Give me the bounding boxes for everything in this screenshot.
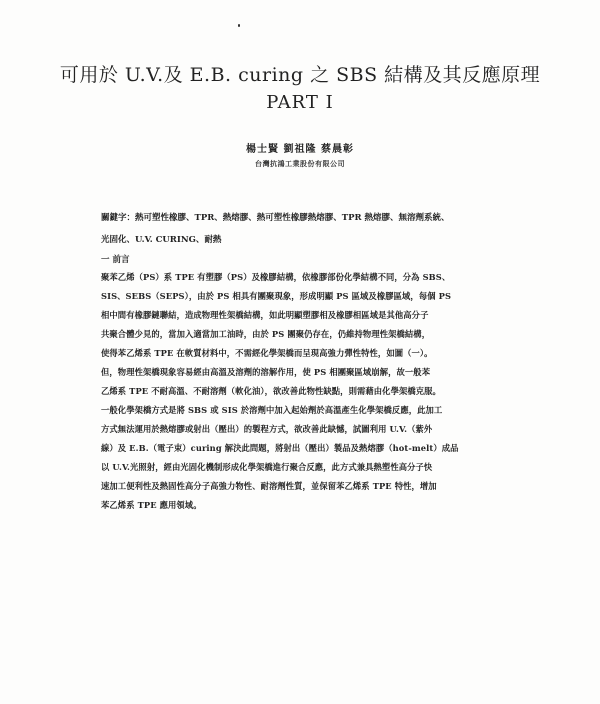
body-line: 線）及 E.B.（電子束）curing 解決此問題，將射出（壓出）製品及熱熔膠（hot-melt）成品: [101, 443, 459, 453]
paper-title: 可用於 U.V.及 E.B. curing 之 SBS 結構及其反應原理: [59, 64, 541, 86]
body-line: 相中間有橡膠鏈聯結，造成物理性架橋結構，如此明顯塑膠相及橡膠相區域是其他高分子: [101, 310, 429, 320]
keywords-line-2: 光固化、U.V. CURING、耐熱: [101, 235, 222, 245]
scan-speck: [238, 24, 240, 27]
author-affiliation: 台灣抗鴻工業股份有限公司: [255, 159, 345, 168]
paper-part: PART I: [266, 92, 334, 113]
body-line: 苯乙烯系 TPE 應用領域。: [101, 500, 202, 510]
body-line: 使得苯乙烯系 TPE 在軟質材料中，不需經化學架橋而呈現高強力彈性特性，如圖（一）。: [101, 348, 433, 358]
body-line: 速加工便利性及熱固性高分子高強力物性、耐溶劑性質，並保留苯乙烯系 TPE 特性，增加: [101, 481, 437, 491]
body-line: SIS、SEBS（SEPS），由於 PS 相具有團聚現象，形成明顯 PS 區域及橡膠區域，每個 PS: [101, 291, 452, 301]
body-line: 以 U.V.光照射，經由光固化機制形成化學架橋進行聚合反應，此方式兼具熱塑性高分子快: [101, 462, 433, 472]
section-heading: 一 前言: [101, 255, 130, 265]
author-list: 楊士賢 劉祖隆 蔡晨彰: [246, 144, 354, 155]
body-line: 共聚合體少見的，當加入適當加工油時，由於 PS 團聚仍存在，仍維持物理性架橋結構，: [101, 329, 431, 339]
body-line: 一般化學架橋方式是將 SBS 或 SIS 於溶劑中加入起始劑於高溫產生化學架橋反應，此加工: [101, 405, 443, 415]
keywords-line-1: 關鍵字：熱可塑性橡膠、TPR、熱熔膠、熱可塑性橡膠熱熔膠、TPR 熱熔膠、無溶劑系統、: [101, 213, 450, 223]
body-line: 但，物理性架橋現象容易經由高溫及溶劑的溶解作用，使 PS 相團聚區域崩解，故一般苯: [101, 367, 431, 377]
body-line: 方式無法運用於熱熔膠或射出（壓出）的製程方式，欲改善此缺憾，試圖利用 U.V.（紫外: [101, 424, 433, 434]
body-line: 聚苯乙烯（PS）系 TPE 有塑膠（PS）及橡膠結構，依橡膠部份化學結構不同，分為 SBS、: [101, 272, 451, 282]
body-line: 乙烯系 TPE 不耐高溫、不耐溶劑（軟化油），欲改善此物性缺點，則需藉由化學架橋克服。: [101, 386, 441, 396]
